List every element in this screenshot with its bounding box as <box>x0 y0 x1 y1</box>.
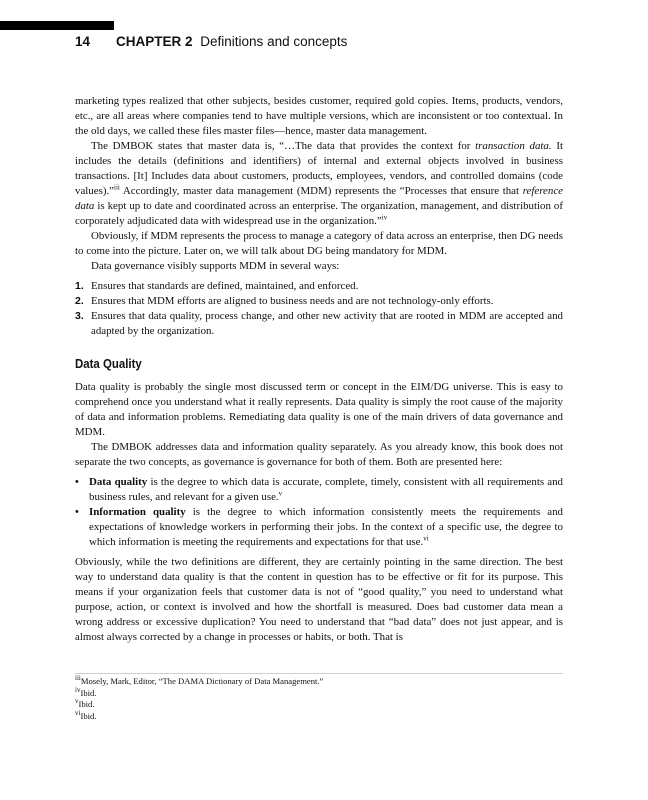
term-information-quality: Information quality <box>89 506 186 518</box>
footnotes <box>75 676 563 722</box>
paragraph-master-files: marketing types realized that other subjects, besides customer, required gold copies. Items, products, vendors, etc., are all areas where companies tend to have multiple versions, which are inconsistent or too contextual. In the old days, we called these files master files—hence, master data management. <box>75 95 563 137</box>
section-heading: Data Quality <box>75 356 142 371</box>
page-body <box>75 94 563 645</box>
footnote: $^{vi}$Ibid. <box>75 708 97 721</box>
definition-list <box>75 475 563 550</box>
list-item: 2. Ensures that MDM efforts are aligned to business needs and are not technology-only efforts. <box>75 295 494 307</box>
footnote: $^v$Ibid. <box>75 697 95 709</box>
footnote-ref-iv[interactable]: iv <box>381 213 388 222</box>
list-item: 3. Ensures that data quality, process change, and other new activity that are rooted in MDM are accepted and adapted by the organization. <box>75 310 563 337</box>
list-item: • Data quality is the degree to which data is accurate, complete, timely, consistent with all requirements and business rules, and relevant for a given use.$^v$ <box>75 476 564 503</box>
chapter-tab-bar <box>0 21 114 30</box>
paragraph-dmbok-master-data: The DMBOK states that master data is, “…The data that provides the context for transaction data. It includes the details (definitions and identifiers) of internal and external objects involved in business transactions. [It] Includes data about customers, products, employees, vendors, and controlled domains (code values).”$^{iii}$ Accordingly, master data management (MDM) represents the “Processes that ensure that reference data is kept up to date and coordinated across an enterprise. The organization, management, and distribution of corporately adjudicated data with widespread use in the organization.”$^{iv}$ <box>75 140 563 227</box>
emphasis-reference-data: reference data <box>75 185 563 212</box>
footnote: $^{iii}$Mosely, Mark, Editor, “The DAMA Dictionary of Data Management.” <box>75 674 324 686</box>
list-item: 1. Ensures that standards are defined, maintained, and enforced. <box>75 280 359 292</box>
page-number: 14 <box>75 34 91 49</box>
numbered-list <box>75 279 563 339</box>
footnote-ref-iii[interactable]: iii <box>114 183 120 192</box>
running-header <box>75 34 347 49</box>
list-item: • Information quality is the degree to which information consistently meets the requirements and expectations of knowledge workers in performing their jobs. In the context of a specific use, the degree to which information is meeting the requirements and expectations for that use.$^{vi}$ <box>75 506 564 548</box>
emphasis-transaction-data: transaction data. <box>475 140 552 152</box>
footnote: $^{iv}$Ibid. <box>75 685 97 698</box>
paragraph-dg-supports: Data governance visibly supports MDM in several ways: <box>91 260 340 272</box>
paragraph-data-quality-intro: Data quality is probably the single most discussed term or concept in the EIM/DG universe. This is easy to comprehend once you understand what it really represents. Data quality is simply the root cause of the majority of data and information problems. Remediating data quality is one of the main drivers of data governance and MDM. <box>75 381 563 438</box>
footnote-divider <box>75 673 563 674</box>
footnote-ref-v[interactable]: v <box>278 489 283 498</box>
paragraph-fit-for-purpose: Obviously, while the two definitions are different, they are certainly pointing in the same direction. The best way to understand data quality is that the content in question has to be effective or fit for its purpose. This means if your organization feels that customer data is not of “good quality,” you need to understand what purpose, action, or context is involved and how the shortfall is measured. Does bad customer data mean a wrong address or excessive duplication? You need to understand that “bad data” does not just appear, and is almost always corrected by a change in processes or habits, or both. That is <box>75 556 563 643</box>
footnote-ref-vi[interactable]: vi <box>423 534 429 543</box>
term-data-quality: Data quality <box>89 476 148 488</box>
chapter-label: CHAPTER 2 <box>116 34 193 49</box>
paragraph-dmbok-quality: The DMBOK addresses data and information quality separately. As you already know, this book does not separate the two concepts, as governance is governance for both of them. Both are presented here: <box>75 441 563 468</box>
paragraph-mdm-dg: Obviously, if MDM represents the process to manage a category of data across an enterprise, then DG needs to come into the picture. Later on, we will talk about DG being mandatory for MDM. <box>75 230 563 257</box>
chapter-title: Definitions and concepts <box>200 34 348 49</box>
